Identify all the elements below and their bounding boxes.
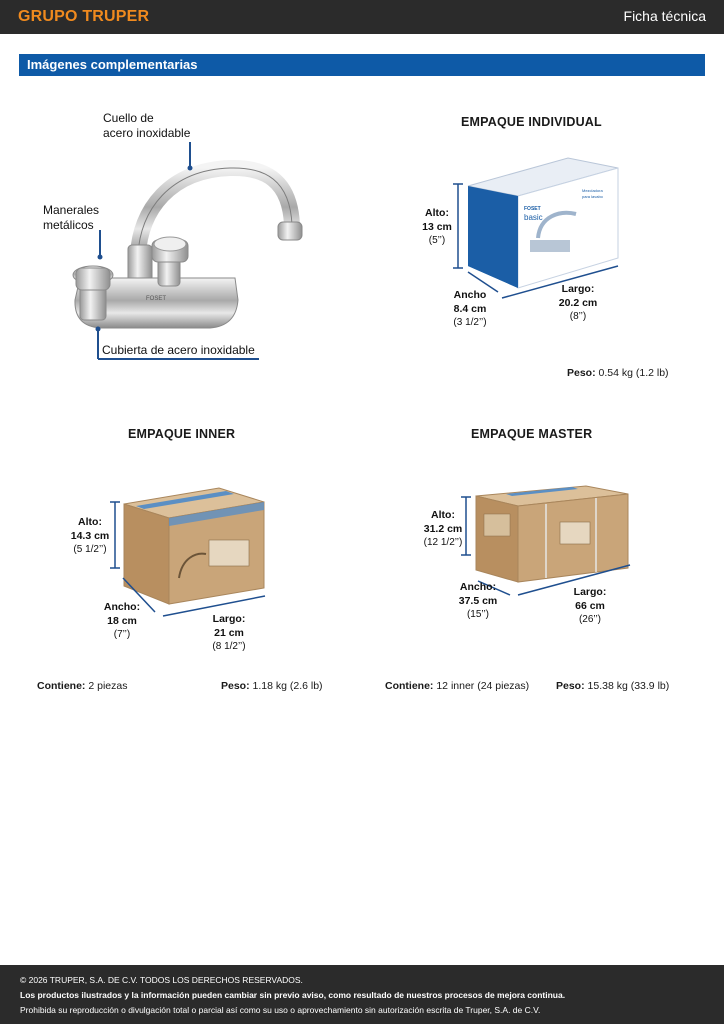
inner-width: Ancho: 18 cm (7’’) [103, 601, 141, 640]
master-contains: Contiene: 12 inner (24 piezas) [385, 680, 530, 692]
individual-title: EMPAQUE INDIVIDUAL [461, 115, 602, 129]
individual-height: Alto: 13 cm (5’’) [422, 207, 452, 246]
callout-neck: Cuello de acero inoxidable [103, 111, 191, 140]
inner-length: Largo: 21 cm (8 1/2’’) [212, 613, 246, 652]
individual-box-line: basic [524, 213, 543, 222]
individual-box-product-2: para lavabo [582, 194, 603, 199]
callout-cover: Cubierta de acero inoxidable [102, 343, 255, 357]
individual-width: Ancho 8.4 cm (3 1/2’’) [453, 289, 487, 328]
individual-box-brand: FOSET [524, 206, 541, 212]
faucet-logo-text: FOSET [146, 296, 167, 302]
master-length: Largo: 66 cm (26’’) [573, 586, 607, 625]
master-weight: Peso: 15.38 kg (33.9 lb) [556, 680, 670, 692]
master-height: Alto: 31.2 cm (12 1/2’’) [423, 509, 463, 548]
footer-prohibition: Prohibida su reproducción o divulgación total o parcial así como su uso o aprovechamiento sin autorización escrita de Truper, S.A. de C.V. [20, 1005, 541, 1015]
master-width: Ancho: 37.5 cm (15’’) [458, 581, 498, 620]
callout-handles-leader [95, 230, 105, 260]
individual-length: Largo: 20.2 cm (8’’) [558, 283, 598, 322]
callout-handles: Manerales metálicos [43, 203, 100, 232]
inner-weight: Peso: 1.18 kg (2.6 lb) [221, 680, 323, 692]
footer-notice: Los productos ilustrados y la información pueden cambiar sin previo aviso, como resultado de nuestros procesos de mejora continua. [20, 990, 566, 1000]
inner-height: Alto: 14.3 cm (5 1/2’’) [70, 516, 110, 555]
inner-title: EMPAQUE INNER [128, 427, 236, 441]
brand-logo: GRUPO TRUPER [18, 8, 150, 25]
master-title: EMPAQUE MASTER [471, 427, 593, 441]
document-type: Ficha técnica [623, 8, 706, 24]
individual-weight: Peso: 0.54 kg (1.2 lb) [567, 367, 669, 379]
section-header [19, 54, 705, 76]
footer-copyright: © 2026 TRUPER, S.A. DE C.V. TODOS LOS DERECHOS RESERVADOS. [20, 975, 303, 985]
section-title: Imágenes complementarias [27, 57, 198, 72]
callout-neck-leader [185, 142, 195, 172]
footer [0, 965, 724, 1024]
top-header-bar [0, 0, 724, 34]
inner-contains: Contiene: 2 piezas [37, 680, 128, 692]
individual-box-product-1: Mezcladora [582, 188, 603, 193]
